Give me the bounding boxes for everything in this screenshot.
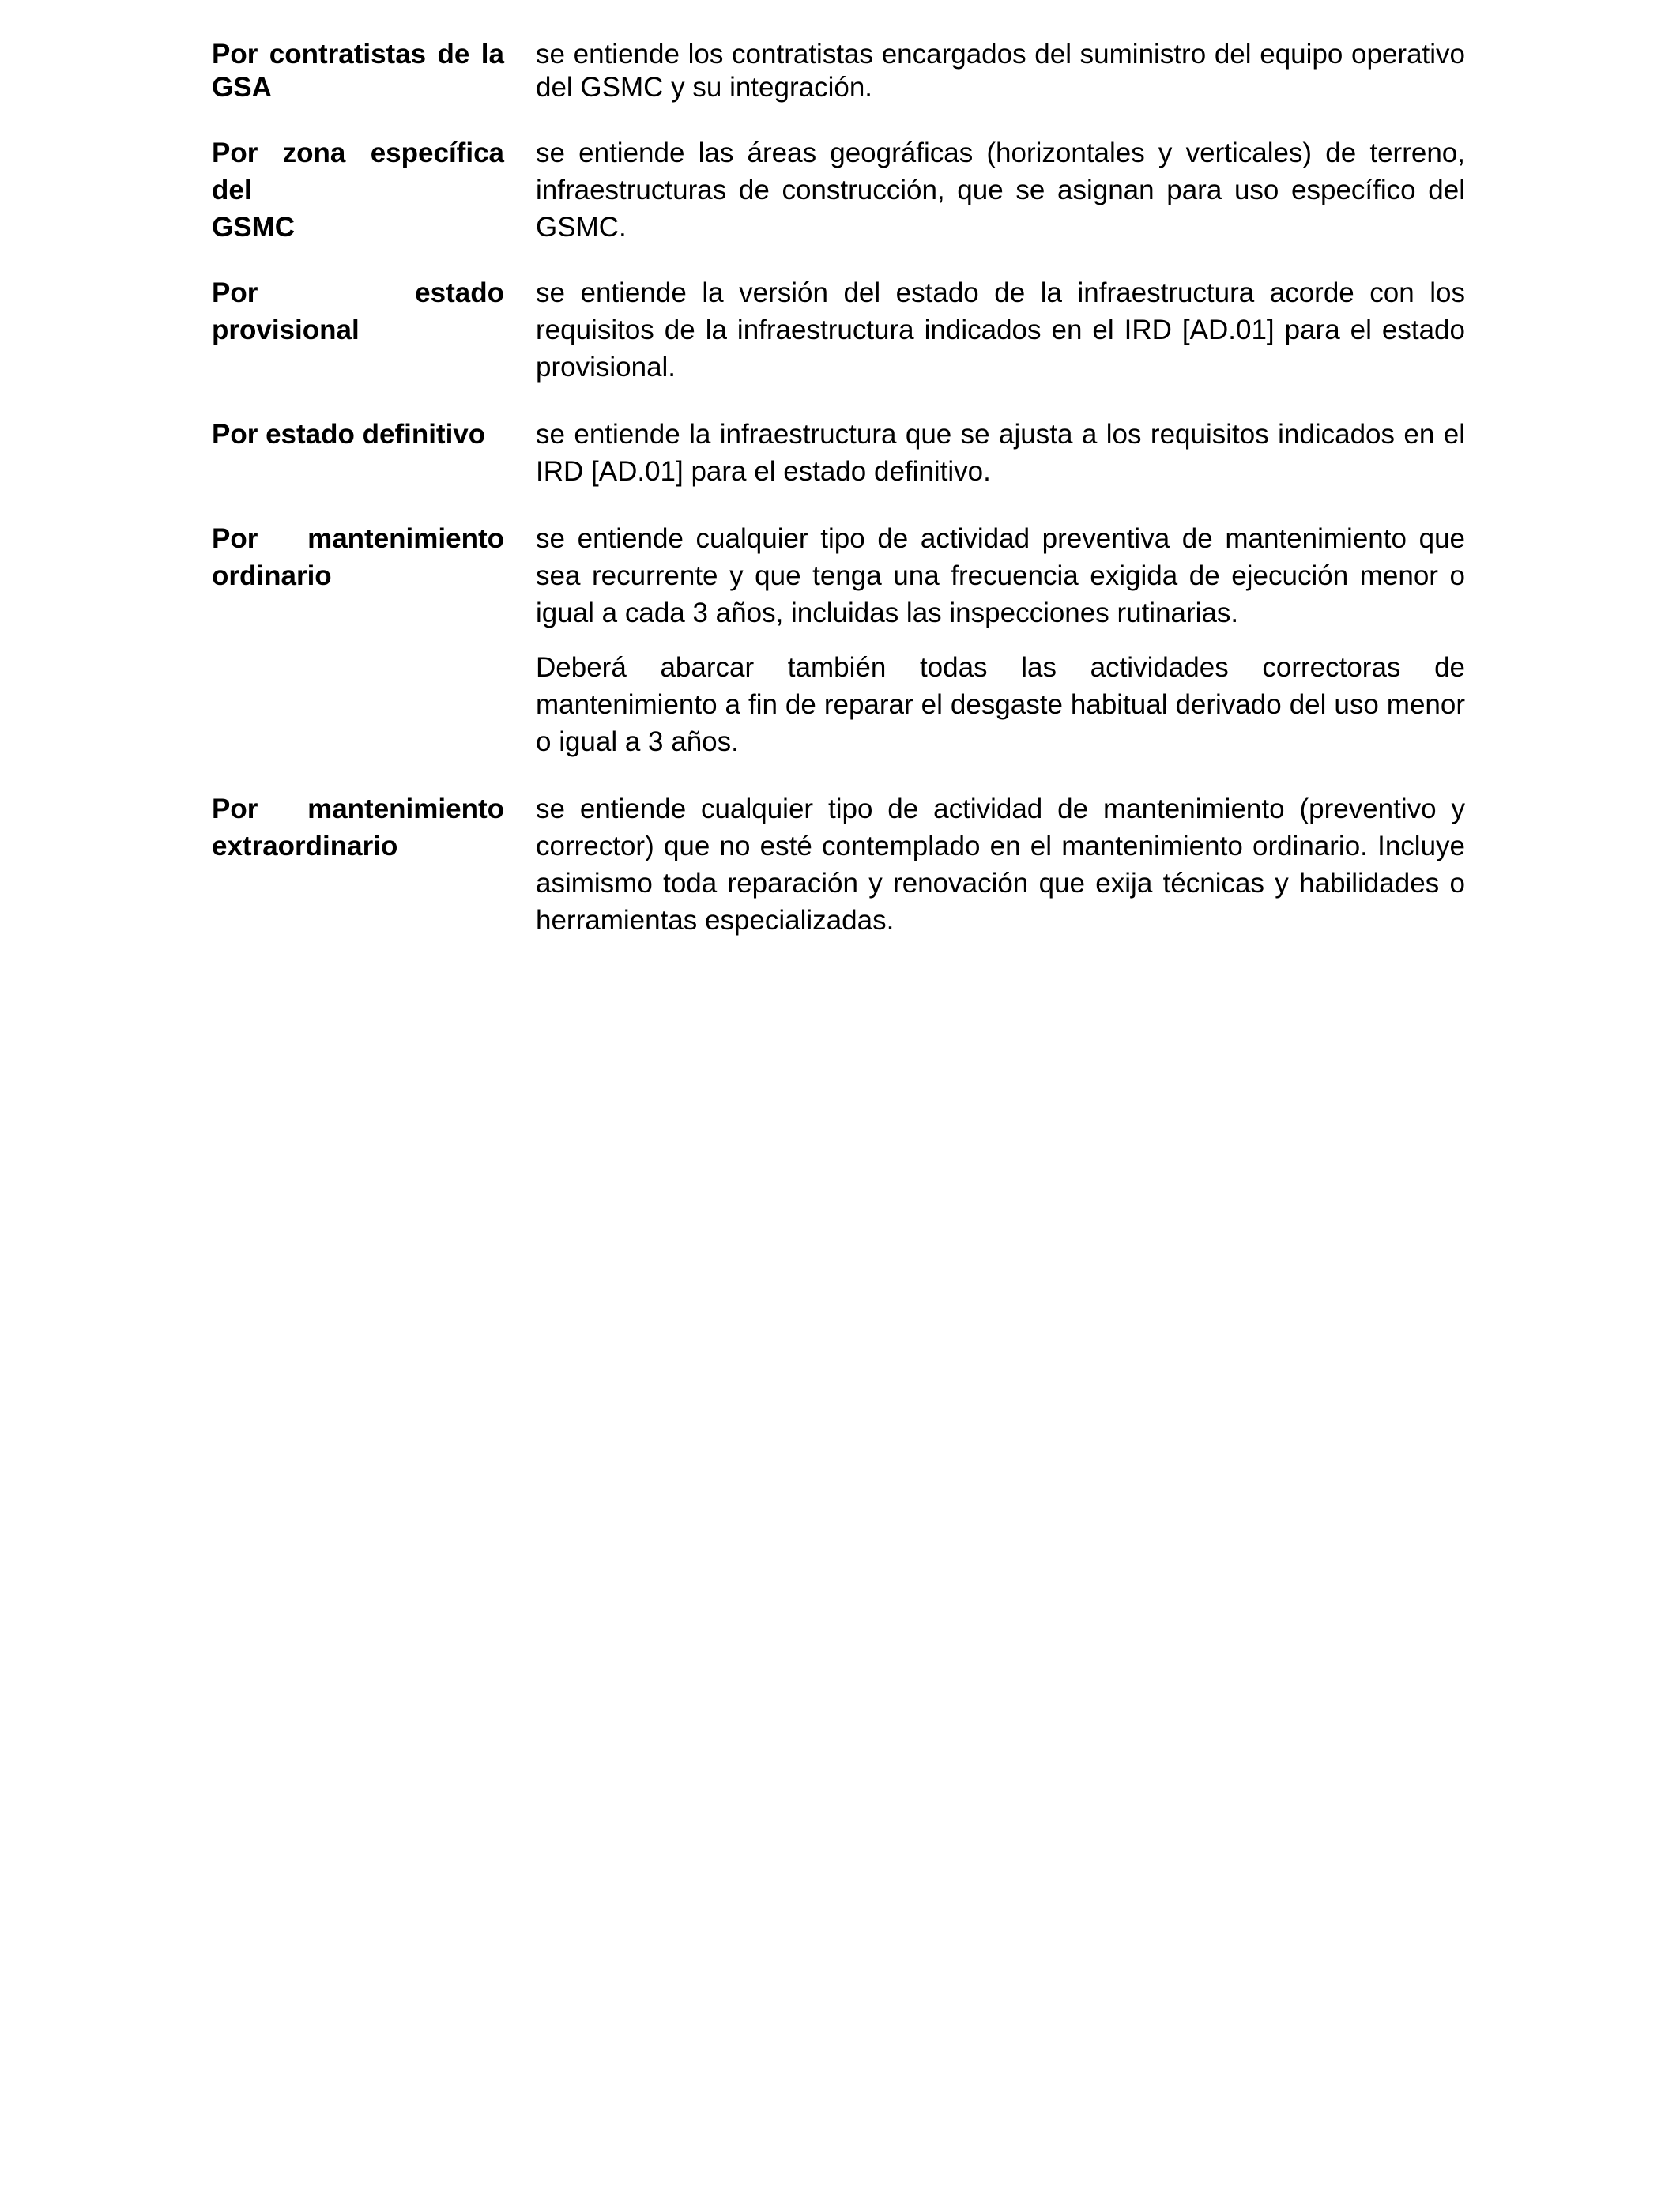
definition-term: [212, 416, 504, 490]
definition-text: [536, 274, 1465, 386]
definition-text: [536, 38, 1465, 104]
definition-term: [212, 274, 504, 386]
definition-paragraph: se entiende la infraestructura que se ajusta a los requisitos indicados en el IRD [AD.01] para el estado definitivo.: [536, 419, 1465, 487]
term-line: Por contratistas de la: [212, 39, 504, 70]
definition-row: [212, 790, 1465, 939]
definition-paragraph: Deberá abarcar también todas las actividades correctoras de mantenimiento a fin de reparar el desgaste habitual derivado del uso menor o igual a 3 años.: [536, 652, 1465, 757]
definition-term: [212, 38, 504, 104]
definition-row: [212, 274, 1465, 386]
definitions-list: [212, 38, 1465, 939]
definition-row: [212, 38, 1465, 104]
term-line: Por mantenimiento: [212, 794, 504, 824]
term-line: Por estado provisional: [212, 277, 504, 345]
term-line: Por estado definitivo: [212, 419, 486, 450]
definition-row: [212, 416, 1465, 490]
definition-paragraph: se entiende la versión del estado de la infraestructura acorde con los requisitos de la infraestructura indicados en el IRD [AD.01] para el estado provisional.: [536, 277, 1465, 383]
term-line: ordinario: [212, 560, 332, 591]
definition-term: [212, 520, 504, 760]
term-line: Por mantenimiento: [212, 523, 504, 554]
definition-paragraph: se entiende cualquier tipo de actividad de mantenimiento (preventivo y corrector) que no esté contemplado en el mantenimiento ordinario. Incluye asimismo toda reparación y renovación que exija técnicas y habilidades o herramientas especializadas.: [536, 794, 1465, 936]
term-line: GSMC: [212, 212, 295, 243]
definition-text: [536, 416, 1465, 490]
definition-paragraph: se entiende cualquier tipo de actividad preventiva de mantenimiento que sea recurrente y que tenga una frecuencia exigida de ejecución menor o igual a cada 3 años, incluidas las inspecciones rutinarias.: [536, 523, 1465, 628]
definition-paragraph: se entiende los contratistas encargados del suministro del equipo operativo del GSMC y su integración.: [536, 39, 1465, 103]
definition-paragraph: se entiende las áreas geográficas (horizontales y verticales) de terreno, infraestructuras de construcción, que se asignan para uso específico del GSMC.: [536, 138, 1465, 243]
definition-row: [212, 520, 1465, 760]
definition-term: [212, 790, 504, 939]
term-line: extraordinario: [212, 831, 398, 861]
definition-row: [212, 134, 1465, 246]
definition-text: [536, 790, 1465, 939]
definition-term: [212, 134, 504, 246]
term-line: GSA: [212, 72, 272, 103]
term-line: Por zona específica del: [212, 138, 504, 205]
definition-text: [536, 134, 1465, 246]
definition-text: [536, 520, 1465, 760]
